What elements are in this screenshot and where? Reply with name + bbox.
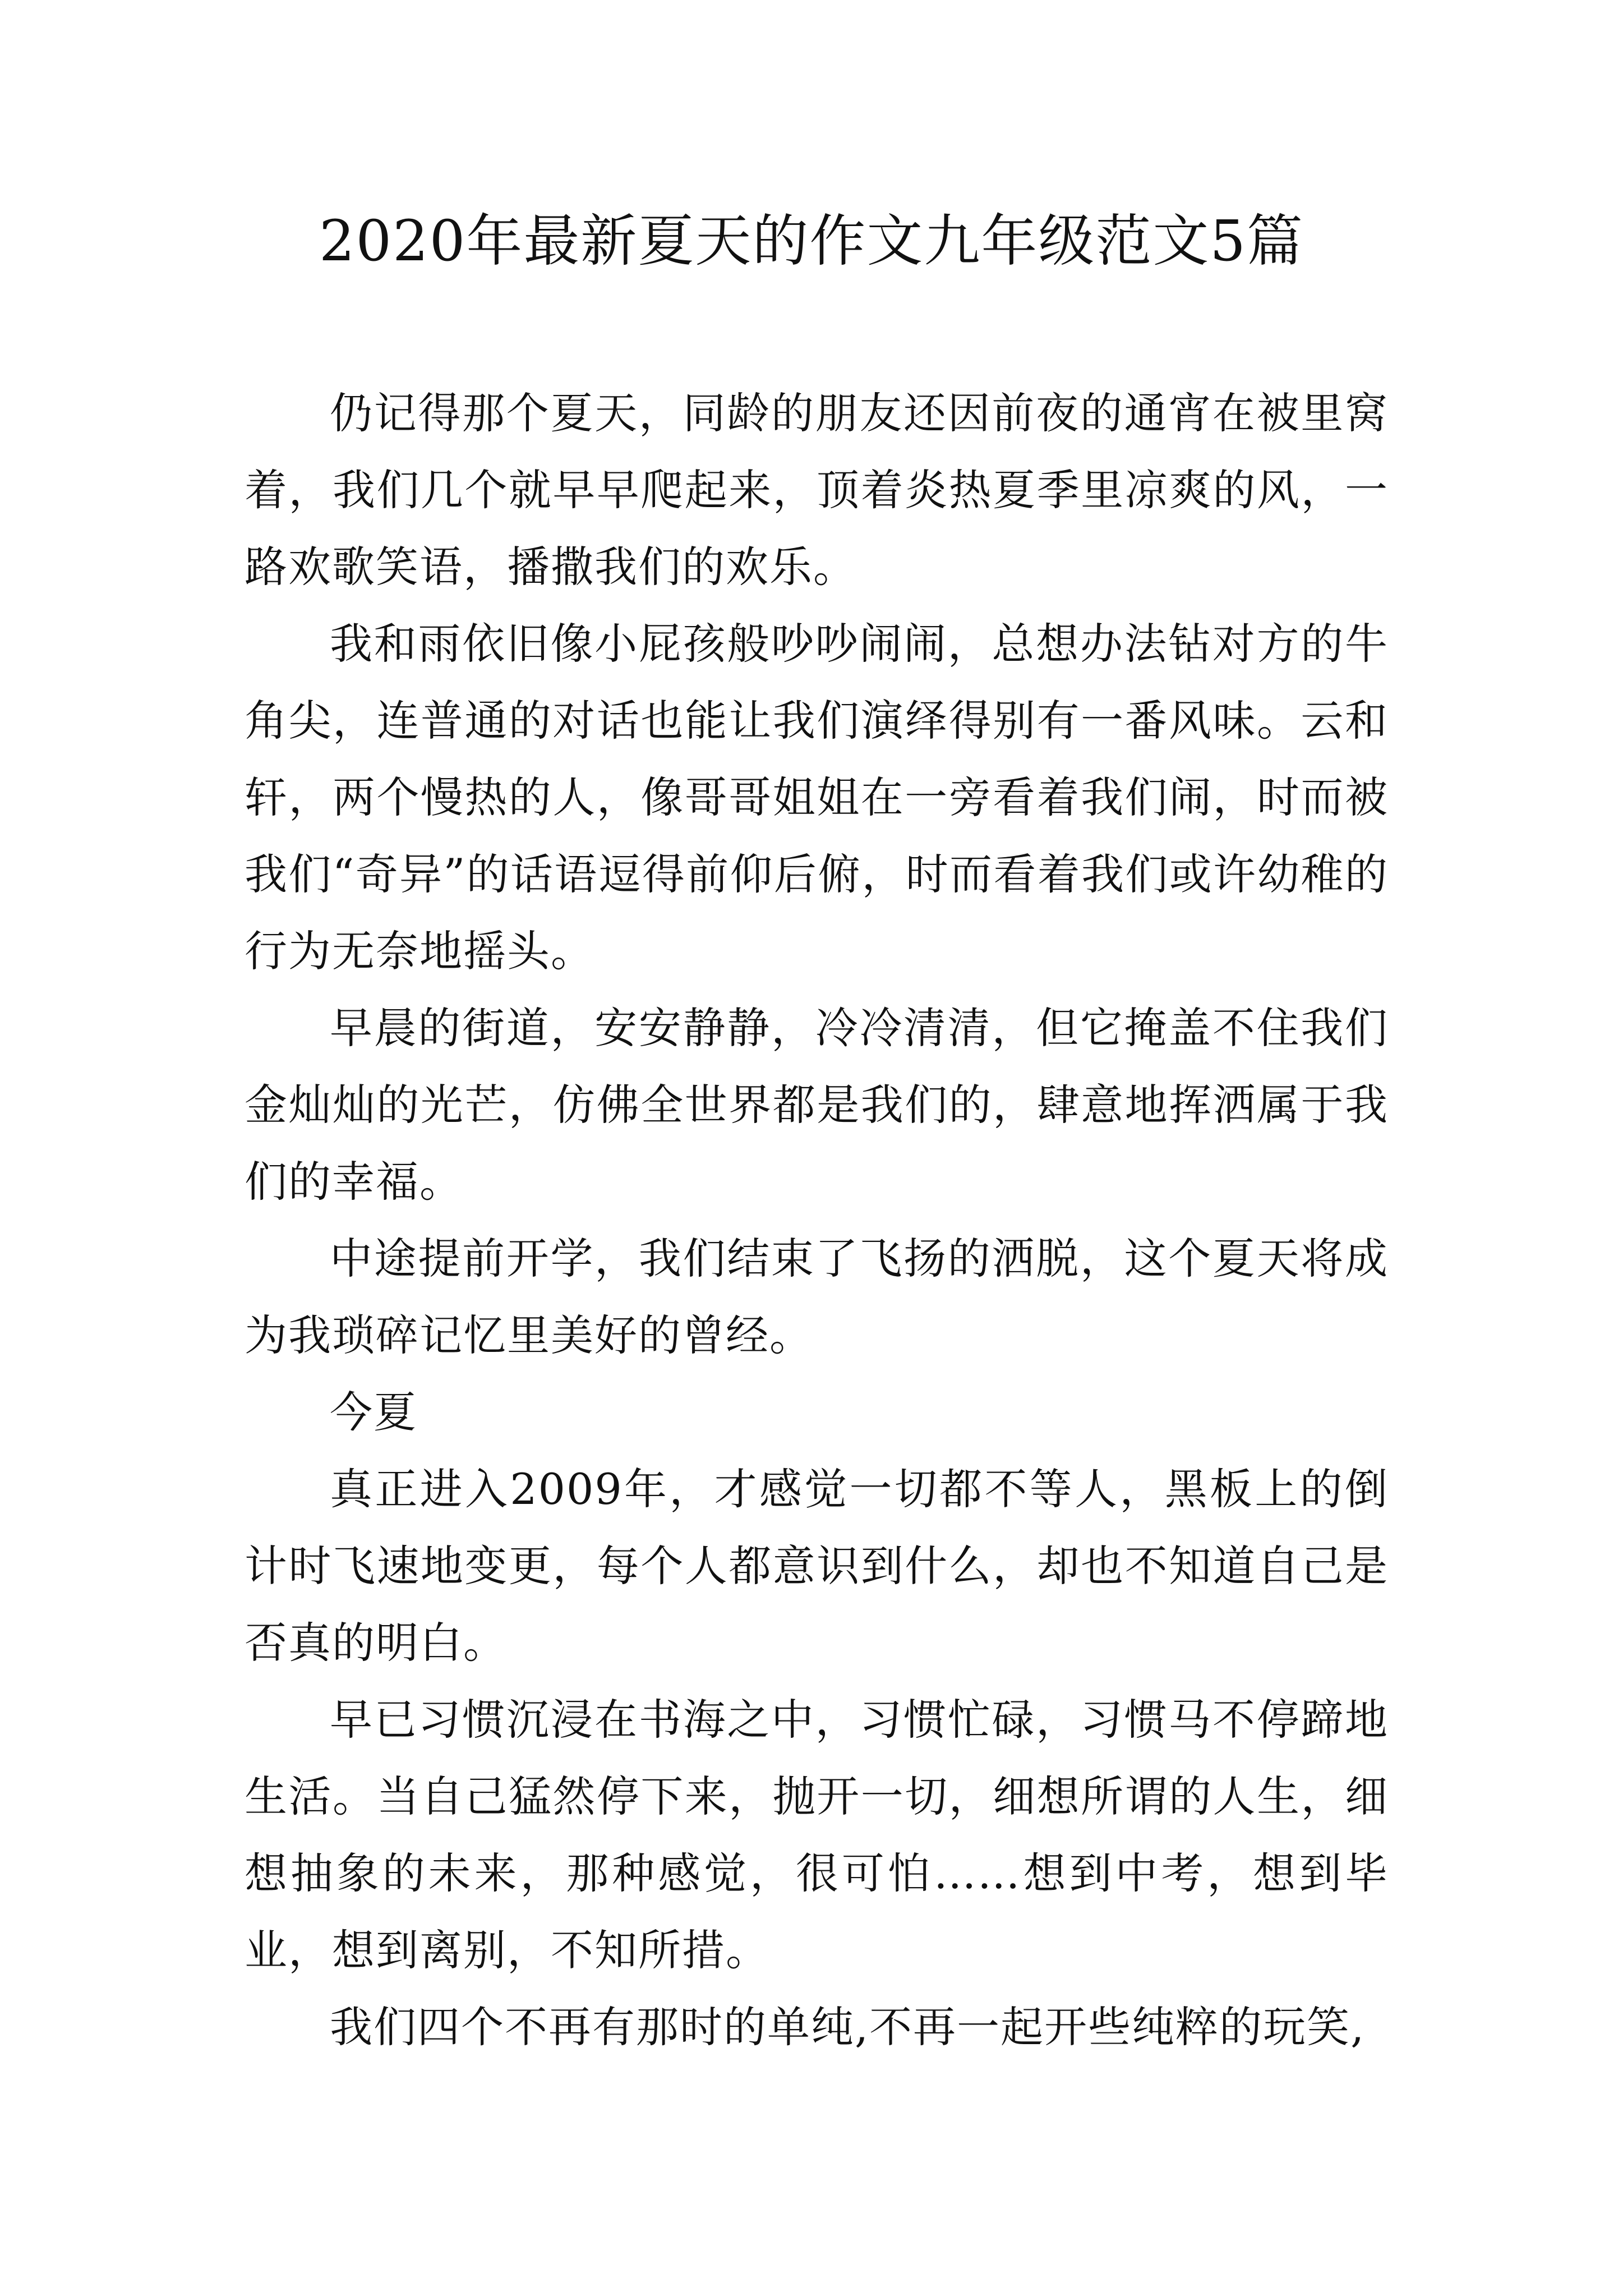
document-body bbox=[245, 375, 1389, 2065]
section-heading: 今夏 bbox=[330, 1387, 417, 1437]
paragraph: 我们四个不再有那时的单纯,不再一起开些纯粹的玩笑, bbox=[330, 2002, 1366, 2052]
paragraph: 早晨的街道，安安静静，冷冷清清，但它掩盖不住我们金灿灿的光芒，仿佛全世界都是我们的，肆意地挥洒属于我们的幸福。 bbox=[245, 1003, 1389, 1207]
paragraph: 真正进入2009年，才感觉一切都不等人，黑板上的倒计时飞速地变更，每个人都意识到什么，却也不知道自己是否真的明白。 bbox=[245, 1464, 1389, 1668]
paragraph: 中途提前开学，我们结束了飞扬的洒脱，这个夏天将成为我琐碎记忆里美好的曾经。 bbox=[245, 1234, 1389, 1360]
document-title: 2020年最新夏天的作文九年级范文5篇 bbox=[319, 208, 1304, 274]
paragraph: 早已习惯沉浸在书海之中，习惯忙碌，习惯马不停蹄地生活。当自己猛然停下来，抛开一切，细想所谓的人生，细想抽象的未来，那种感觉，很可怕……想到中考，想到毕业，想到离别，不知所措。 bbox=[245, 1695, 1389, 1975]
paragraph: 我和雨依旧像小屁孩般吵吵闹闹，总想办法钻对方的牛角尖，连普通的对话也能让我们演绎得别有一番风味。云和轩，两个慢热的人，像哥哥姐姐在一旁看着我们闹，时而被我们“奇异”的话语逗得前仰后俯，时而看着我们或许幼稚的行为无奈地摇头。 bbox=[245, 619, 1389, 976]
paragraph: 仍记得那个夏天，同龄的朋友还因前夜的通宵在被里窝着，我们几个就早早爬起来，顶着炎热夏季里凉爽的风，一路欢歌笑语，播撒我们的欢乐。 bbox=[245, 388, 1389, 592]
